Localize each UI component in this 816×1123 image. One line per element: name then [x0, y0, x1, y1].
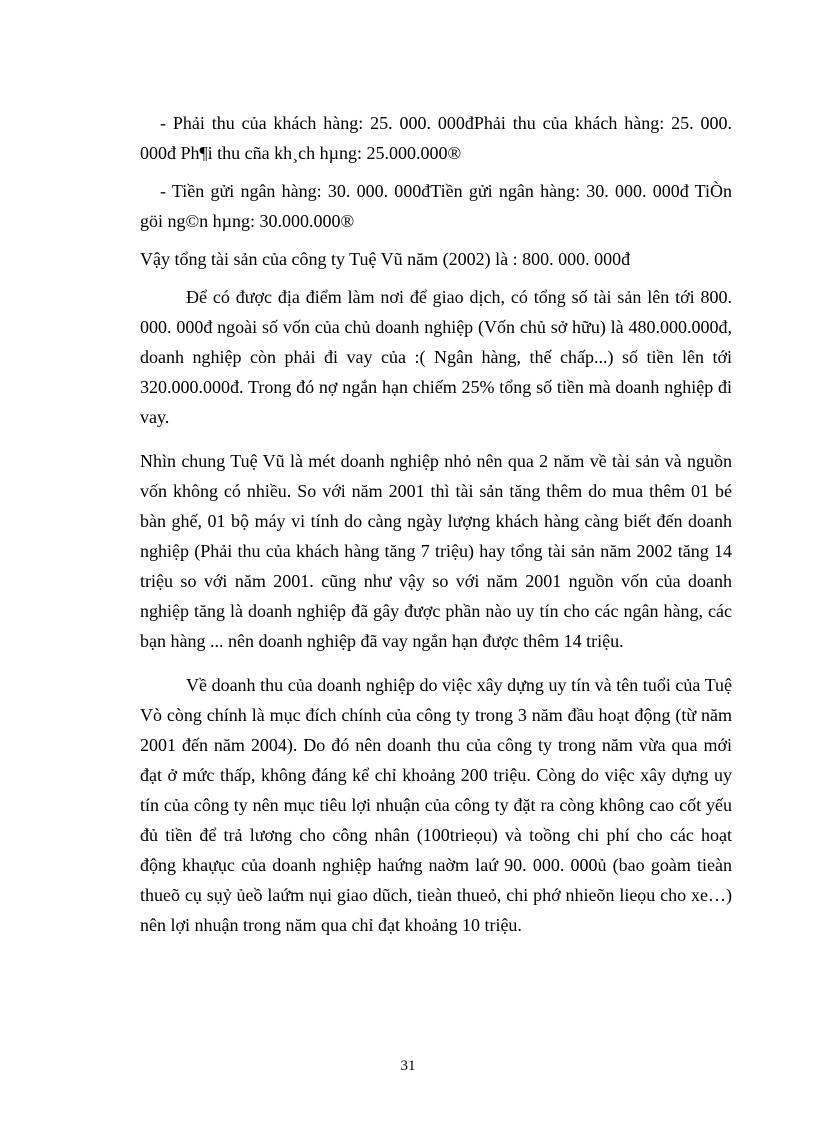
page-number: 31: [400, 1058, 416, 1074]
overview-paragraph: Nhìn chung Tuệ Vũ là mét doanh nghiệp nhỏ nên qua 2 năm về tài sản và nguồn vốn không có nhiều. So với năm 2001 thì tài sản tăng thêm do mua thêm 01 bé bàn ghế, 01 bộ máy vi tính do càng ngày lượng khách hàng càng biết đến doanh nghiệp (Phải thu của khách hàng tăng 7 triệu) hay tổng tài sản năm 2002 tăng 14 triệu so với năm 2001. cũng như vậy so với năm 2001 nguồn vốn của doanh nghiệp tăng là doanh nghiệp đã gây được phần nào uy tín cho các ngân hàng, các bạn hàng ... nên doanh nghiệp đã vay ngắn hạn được thêm 14 triệu.: [140, 451, 732, 651]
total-assets-line: Vậy tổng tài sản của công ty Tuệ Vũ năm (2002) là : 800. 000. 000đ: [140, 249, 631, 269]
revenue-paragraph: Về doanh thu của doanh nghiệp do việc xây dựng uy tín và tên tuổi của Tuệ Vò còng chính là mục đích chính của công ty trong 3 năm đầu hoạt động (từ năm 2001 đến năm 2004). Do đó nên doanh thu của công ty trong năm vừa qua mới đạt ở mức thấp, không đáng kể chỉ khoảng 200 triệu. Còng do việc xây dựng uy tín của công ty nên mục tiêu lợi nhuận của công ty đặt ra còng không cao cốt yếu đủ tiền để trả lương cho công nhân (100trieọu) và toồng chi phí cho các hoạt động khaựục của doanh nghiệp haứng naờm laứ 90. 000. 000ủ (bao goàm tieàn thueõ cụ sụỷ ủeồ laứm nụi giao dũch, tieàn thueỏ, chi phớ nhieõn lieọu cho xe…) nên lợi nhuận trong năm qua chỉ đạt khoảng 10 triệu.: [140, 675, 732, 935]
bank-deposit-line: - Tiền gửi ngân hàng: 30. 000. 000đTiền gửi ngân hàng: 30. 000. 000đ TiÒn göi ng©n hµng: 30.000.000®: [140, 181, 732, 231]
document-body: [140, 108, 732, 948]
financing-paragraph: Để có được địa điểm làm nơi để giao dịch, có tổng số tài sản lên tới 800. 000. 000đ ngoài số vốn của chủ doanh nghiệp (Vốn chủ sở hữu) là 480.000.000đ, doanh nghiệp còn phải đi vay của :( Ngân hàng, thế chấp...) số tiền lên tới 320.000.000đ. Trong đó nợ ngắn hạn chiếm 25% tổng số tiền mà doanh nghiệp đi vay.: [140, 287, 732, 427]
receivables-line: - Phải thu của khách hàng: 25. 000. 000đPhải thu của khách hàng: 25. 000. 000đ Ph¶i thu cña kh¸ch hµng: 25.000.000®: [140, 113, 732, 163]
